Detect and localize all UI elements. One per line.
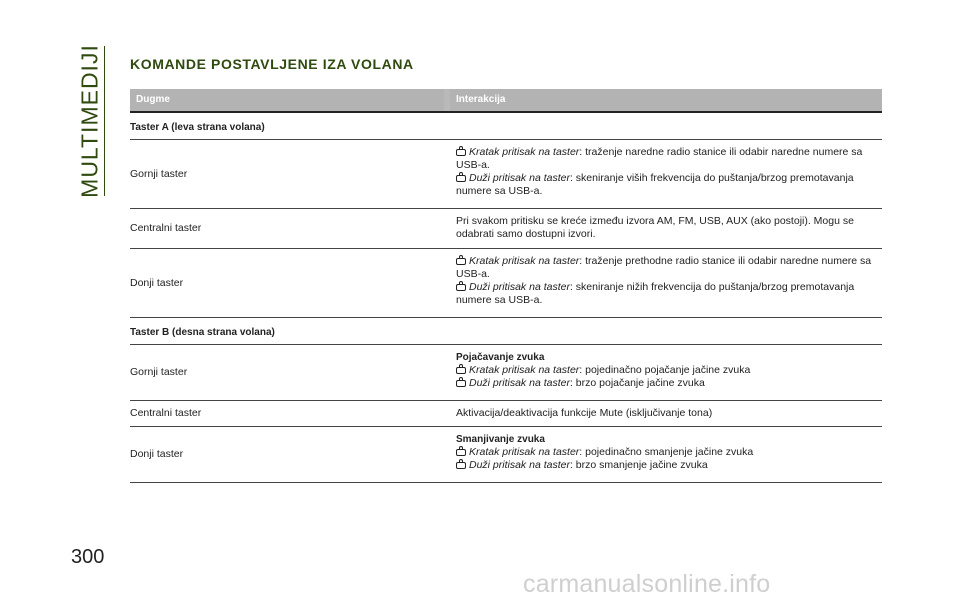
table-header bbox=[130, 89, 882, 113]
interaction-text: Aktivacija/deaktivacija funkcije Mute (isključivanje tona) bbox=[456, 407, 713, 419]
interaction-text: Pri svakom pritisku se kreće između izvora AM, FM, USB, AUX (ako postoji). Mogu se odabrati samo dostupni izvori. bbox=[456, 215, 854, 240]
press-type: Kratak pritisak na taster bbox=[469, 364, 580, 376]
interaction-cell bbox=[456, 427, 882, 482]
press-action: : traženje naredne radio stanice ili odabir naredne numere sa USB-a. bbox=[456, 146, 863, 171]
interaction-line bbox=[456, 172, 876, 198]
button-name: Gornji taster bbox=[130, 366, 188, 378]
button-press-icon bbox=[456, 462, 466, 469]
section-label: Taster B (desna strana volana) bbox=[130, 327, 275, 338]
button-press-icon bbox=[456, 175, 466, 182]
press-type: Kratak pritisak na taster bbox=[469, 446, 580, 458]
button-press-icon bbox=[456, 149, 466, 156]
button-press-icon bbox=[456, 380, 466, 387]
interaction-line bbox=[456, 255, 876, 281]
button-press-icon bbox=[456, 367, 466, 374]
button-name: Donji taster bbox=[130, 448, 184, 460]
section-row bbox=[130, 318, 882, 345]
interaction-heading: Smanjivanje zvuka bbox=[456, 434, 545, 445]
table-row bbox=[130, 140, 882, 209]
press-action: : pojedinačno pojačanje jačine zvuka bbox=[579, 364, 751, 376]
press-action: : brzo pojačanje jačine zvuka bbox=[569, 377, 705, 389]
press-type: Duži pritisak na taster bbox=[469, 459, 570, 471]
press-action: : brzo smanjenje jačine zvuka bbox=[569, 459, 708, 471]
side-section-tab bbox=[72, 46, 108, 196]
watermark: carmanualsonline.info bbox=[523, 570, 771, 598]
button-press-icon bbox=[456, 258, 466, 265]
table-row bbox=[130, 427, 882, 483]
button-name: Centralni taster bbox=[130, 222, 202, 234]
interaction-cell bbox=[456, 345, 882, 400]
table-row bbox=[130, 401, 882, 427]
controls-table bbox=[130, 89, 882, 483]
side-section-label: MULTIMEDIJI bbox=[76, 44, 103, 198]
press-action: : skeniranje viših frekvencija do puštanja/brzog premotavanja numere sa USB-a. bbox=[456, 172, 854, 197]
button-press-icon bbox=[456, 449, 466, 456]
table-row bbox=[130, 345, 882, 401]
press-type: Duži pritisak na taster bbox=[469, 377, 570, 389]
press-action: : pojedinačno smanjenje jačine zvuka bbox=[579, 446, 754, 458]
press-type: Duži pritisak na taster bbox=[469, 281, 570, 293]
press-action: : skeniranje nižih frekvencija do puštanja/brzog premotavanja numere sa USB-a. bbox=[456, 281, 855, 306]
table-row bbox=[130, 249, 882, 318]
button-name: Donji taster bbox=[130, 276, 184, 289]
interaction-line bbox=[456, 146, 876, 172]
section-row bbox=[130, 113, 882, 140]
page-number: 300 bbox=[71, 546, 105, 568]
press-action: : traženje prethodne radio stanice ili odabir naredne numere sa USB-a. bbox=[456, 255, 872, 280]
section-label: Taster A (leva strana volana) bbox=[130, 122, 265, 133]
press-type: Duži pritisak na taster bbox=[469, 172, 570, 184]
interaction-cell bbox=[456, 209, 882, 248]
interaction-line bbox=[456, 377, 876, 390]
side-divider bbox=[104, 46, 105, 196]
table-body bbox=[130, 113, 882, 483]
interaction-line bbox=[456, 364, 876, 377]
button-name: Gornji taster bbox=[130, 167, 188, 180]
press-type: Kratak pritisak na taster bbox=[469, 146, 580, 158]
page-title: KOMANDE POSTAVLJENE IZA VOLANA bbox=[130, 56, 414, 72]
interaction-line bbox=[456, 459, 876, 472]
interaction-line bbox=[456, 281, 876, 307]
header-interaction: Interakcija bbox=[450, 89, 882, 111]
interaction-line bbox=[456, 446, 876, 459]
interaction-heading: Pojačavanje zvuka bbox=[456, 352, 545, 363]
interaction-cell bbox=[456, 140, 882, 208]
button-name: Centralni taster bbox=[130, 407, 202, 419]
header-button: Dugme bbox=[130, 89, 444, 111]
interaction-cell bbox=[456, 249, 882, 317]
table-row bbox=[130, 209, 882, 249]
press-type: Kratak pritisak na taster bbox=[469, 255, 580, 267]
interaction-cell bbox=[456, 401, 882, 426]
button-press-icon bbox=[456, 284, 466, 291]
